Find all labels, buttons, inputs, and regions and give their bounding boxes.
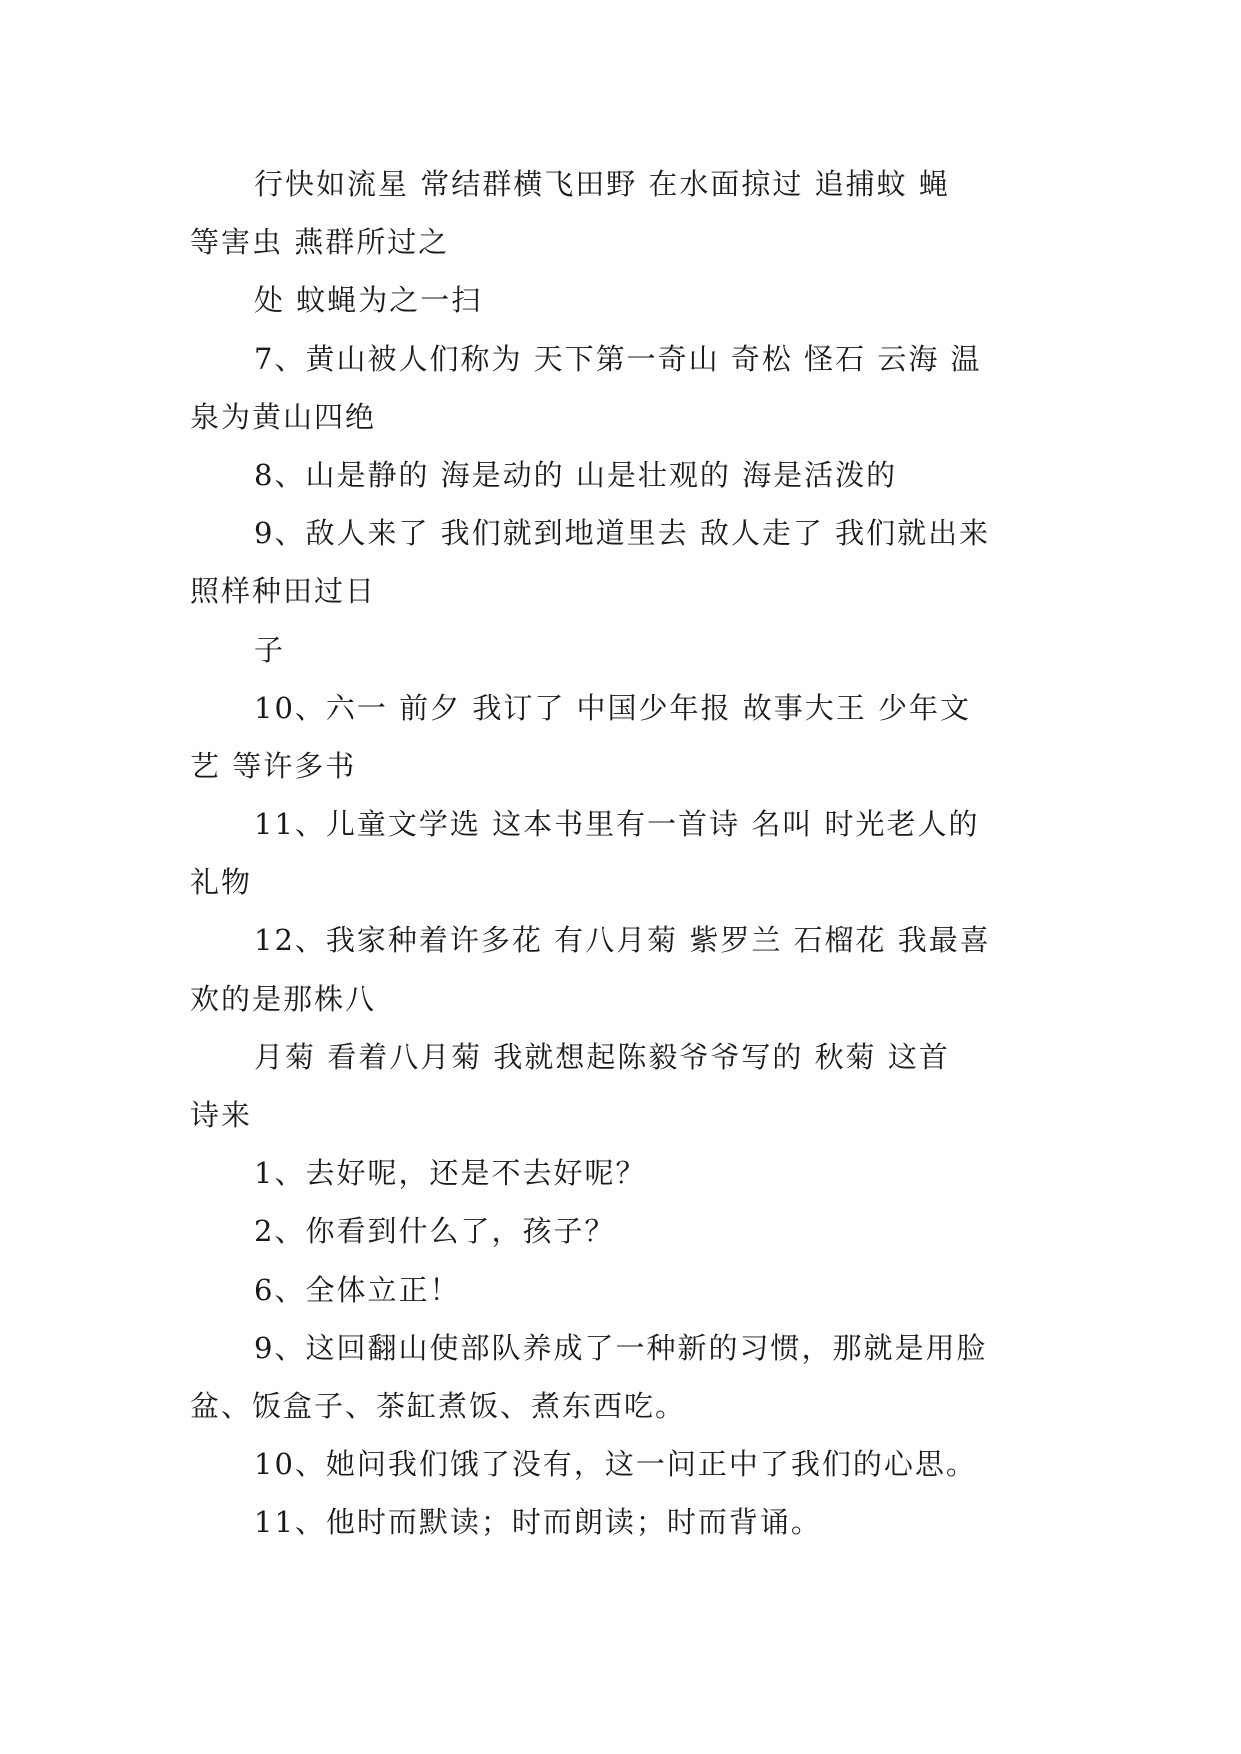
text-line: 艺 等许多书 — [190, 748, 357, 783]
text-line: 礼物 — [190, 865, 253, 900]
text-line: 1、去好呢，还是不去好呢？ — [254, 1156, 647, 1191]
text-line: 处 蚊蝇为之一扫 — [254, 283, 483, 318]
text-line: 9、敌人来了 我们就到地道里去 敌人走了 我们就出来 — [254, 516, 991, 551]
text-line: 10、她问我们饿了没有，这一问正中了我们的心思。 — [254, 1447, 977, 1482]
text-line: 月菊 看着八月菊 我就想起陈毅爷爷写的 秋菊 这首 — [254, 1039, 950, 1074]
text-line: 照样种田过日 — [190, 574, 377, 609]
text-line: 2、你看到什么了，孩子？ — [254, 1214, 616, 1249]
text-line: 12、我家种着许多花 有八月菊 紫罗兰 石榴花 我最喜 — [254, 923, 991, 958]
text-line: 诗来 — [190, 1098, 253, 1132]
text-line: 行快如流星 常结群横飞田野 在水面掠过 追捕蚊 蝇 — [254, 167, 950, 201]
text-line: 7、黄山被人们称为 天下第一奇山 奇松 怪石 云海 温 — [254, 341, 982, 376]
text-line: 子 — [254, 632, 286, 667]
text-line: 等害虫 燕群所过之 — [190, 225, 450, 260]
text-line: 8、山是静的 海是动的 山是壮观的 海是活泼的 — [254, 457, 898, 492]
text-line: 欢的是那株八 — [190, 981, 377, 1016]
text-line: 9、这回翻山使部队养成了一种新的习惯，那就是用脸 — [254, 1330, 988, 1365]
text-line: 11、他时而默读；时而朗读；时而背诵。 — [254, 1505, 822, 1540]
text-line: 10、六一 前夕 我订了 中国少年报 故事大王 少年文 — [254, 690, 971, 725]
text-line: 6、全体立正！ — [254, 1272, 461, 1307]
text-line: 11、儿童文学选 这本书里有一首诗 名叫 时光老人的 — [254, 807, 980, 842]
text-line: 泉为黄山四绝 — [190, 399, 377, 434]
body-text — [190, 155, 1050, 1552]
text-line: 盆、饭盒子、茶缸煮饭、煮东西吃。 — [190, 1388, 687, 1423]
